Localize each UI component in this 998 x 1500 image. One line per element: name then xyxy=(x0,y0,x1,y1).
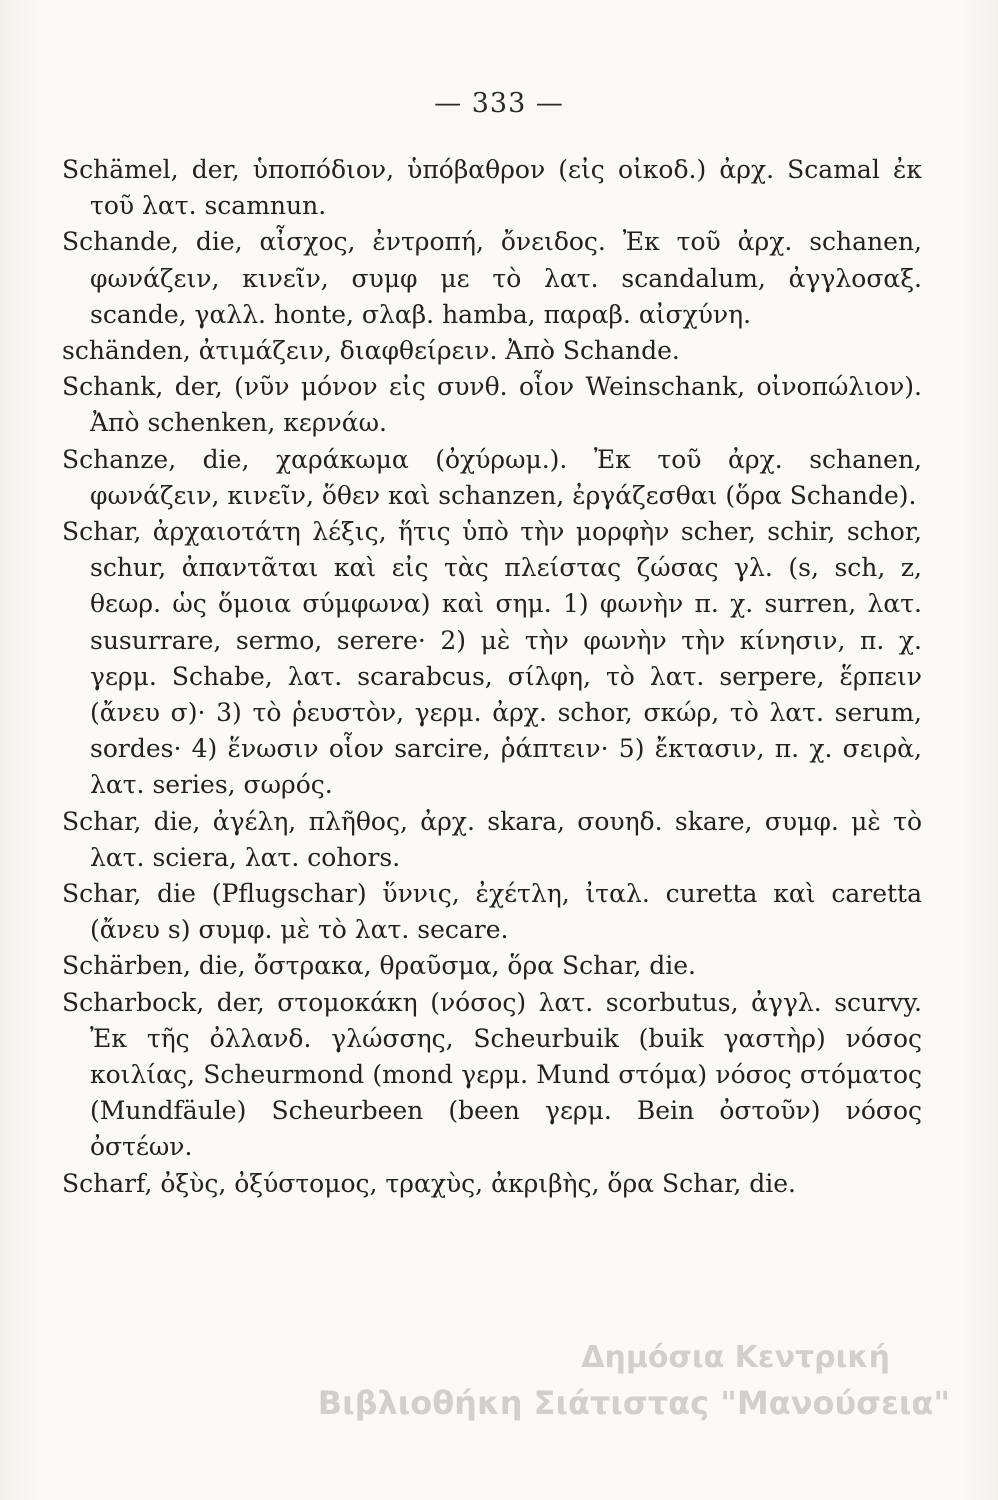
library-watermark-line1: Δημόσια Κεντρική xyxy=(581,1340,890,1375)
dictionary-entry: Schämel, der, ὑποπόδιον, ὑπόβαθρον (εἰς οἰκοδ.) ἀρχ. Scamal ἐκ τοῦ λατ. scamnun. xyxy=(62,155,922,221)
dictionary-text xyxy=(62,152,922,1202)
dictionary-entry: Schärben, die, ὄστρακα, θραῦσμα, ὅρα Schar, die. xyxy=(62,951,696,981)
dictionary-entry: Scharf, ὀξὺς, ὀξύστομος, τραχὺς, ἀκριβὴς, ὅρα Schar, die. xyxy=(62,1168,796,1198)
dictionary-entry: Scharbock, der, στομοκάκη (νόσος) λατ. scorbutus, ἀγγλ. scurvy. Ἐκ τῆς ὀλλανδ. γλώσσης, Scheurbuik (buik γαστὴρ) νόσος κοιλίας, Scheurmond (mond γερμ. Mund στόμα) νόσος στόματος (Mundfäule) Scheurbeen (been γερμ. Bein ὀστοῦν) νόσος ὀστέων. xyxy=(62,987,922,1162)
dictionary-entry: Schar, ἀρχαιοτάτη λέξις, ἥτις ὑπὸ τὴν μορφὴν scher, schir, schor, schur, ἀπαντᾶται καὶ εἰς τὰς πλείστας ζώσας γλ. (s, sch, z, θεωρ. ὡς ὅμοια σύμφωνα) καὶ σημ. 1) φωνὴν π. χ. surren, λατ. susurrare, sermo, serere· 2) μὲ τὴν φωνὴν τὴν κίνησιν, π. χ. γερμ. Schabe, λατ. scarabcus, σίλφη, τὸ λατ. serpere, ἕρπειν (ἄνευ σ)· 3) τὸ ῥευστὸν, γερμ. ἀρχ. schor, σκώρ, τὸ λατ. serum, sordes· 4) ἕνωσιν οἷον sarcire, ῥάπτειν· 5) ἔκτασιν, π. χ. σειρὰ, λατ. series, σωρός. xyxy=(62,517,922,800)
dictionary-entry: Schande, die, αἶσχος, ἐντροπή, ὄνειδος. Ἐκ τοῦ ἀρχ. schanen, φωνάζειν, κινεῖν, συμφ με τὸ λατ. scandalum, ἀγγλοσαξ. scande, γαλλ. honte, σλαβ. hamba, παραβ. αἰσχύνη. xyxy=(62,227,922,329)
dictionary-entry: Schank, der, (νῦν μόνον εἰς συνθ. οἷον Weinschank, οἰνοπώλιον). Ἀπὸ schenken, κερνάω. xyxy=(62,372,922,438)
dictionary-entry: Schar, die (Pflugschar) ὕννις, ἐχέτλη, ἰταλ. curetta καὶ caretta (ἄνευ s) συμφ. μὲ τὸ λατ. secare. xyxy=(62,879,922,945)
library-watermark-line2: Βιβλιοθήκη Σιάτιστας "Μανούσεια" xyxy=(317,1384,950,1422)
dictionary-entry: schänden, ἀτιμάζειν, διαφθείρειν. Ἀπὸ Schande. xyxy=(62,336,680,366)
dictionary-entry: Schanze, die, χαράκωμα (ὀχύρωμ.). Ἐκ τοῦ ἀρχ. schanen, φωνάζειν, κινεῖν, ὅθεν καὶ schanzen, ἐργάζεσθαι (ὅρα Schande). xyxy=(62,444,922,510)
page-number: — 333 — xyxy=(434,88,564,119)
dictionary-entry: Schar, die, ἀγέλη, πλῆθος, ἀρχ. skara, σουηδ. skare, συμφ. μὲ τὸ λατ. sciera, λατ. cohors. xyxy=(62,806,922,872)
